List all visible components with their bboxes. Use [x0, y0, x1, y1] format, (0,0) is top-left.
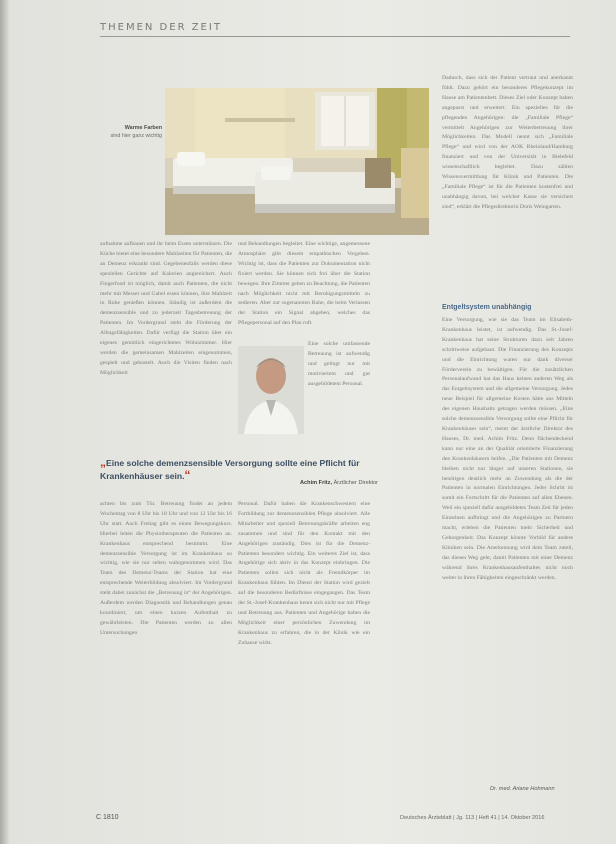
- quote-source: [300, 480, 378, 486]
- paragraph: Dadurch, dass sich der Patient vertraut und anerkannt fühlt. Dazu gehört ein besonderes Pflegekonzept im Hause am Patientenbett. Dieses Ziel oder Konzept haben angepasst und erweitert. Ein spezielles für die pflegenden Angehörigen: die „Familiale Pflege“ vermittelt Angehörigen zur Weiterbetreuung ihrer Möglichkeiten. Das Modell nennt sich „Familiale Pflege“ und wird von der AOK Rheinland/Hamburg finanziert und von der Universität in Bielefeld wissenschaftlich begleitet. Dazu zählen Wissensvermittlung für Klinik und Patienten. Die „Familiale Pflege“ ist für die Patienten kostenfrei und unabhängig davon, bei welcher Kasse sie versichert sind“, erklärt die Pflegedirektorin Doris Weingarten.: [442, 75, 573, 210]
- column-3-bottom: [442, 316, 573, 782]
- paragraph: Eine solche umfassende Betreuung ist aufwendig und gelingt nur mit motiviertem und gut ausgebildetem Personal.: [308, 341, 370, 387]
- photo-caption: [100, 124, 162, 141]
- paragraph: Personal. Dafür haben die Krankenschwestern eine Fortbildung zur demenzsensiblen Pflege absolviert. Alle Mitarbeiter und speziell Betreuungskräfte arbeiten eng zusammen und sind für den Kontakt mit den Angehörigen zuständig. Dies ist für die Demenz-Patienten besonders wichtig. Ein weiteres Ziel ist, dass Angehörige sich aktiv in das Konzept einbringen. Die Patienten sollen sich nicht als Fremdkörper im Krankenhaus fühlen. Im Dienst der Station wird gezielt auf die besonderen Bedürfnisse eingegangen. Das Team der St.-Josef-Krankenhaus kennt sich nicht nur mit Pflege und Betreuung aus. Patienten und Angehörige haben die Möglichkeit einer persönlichen Zuwendung im Krankenhaus zu erfahren, die in der Klinik wie ein Zuhause wirkt.: [238, 501, 370, 646]
- pull-quote: [100, 456, 390, 482]
- paragraph: und Behandlungen begleitet. Eine wichtige, angemessene Atmosphäre gibt diesem empathischen Vorgehen. Wichtig ist, dass die Patienten zur Dokumentation nicht fixiert werden. Sie können sich frei über die Station bewegen. Ihre Zimmer gehen zu Beachtung, die Patienten nach Möglichkeit nicht mit Beruhigungsmitteln zu sedieren. Aber zur sogenannten Ruhe, die beim Verlassen der Station ein Signal abgeben, welches das Pflegepersonal auf den Plan ruft.: [238, 241, 370, 327]
- quote-close-mark: “: [184, 468, 191, 482]
- quote-source-name: Achim Fritz,: [300, 480, 333, 486]
- quote-text: Eine solche demenzsensible Versorgung sollte eine Pflicht für Krankenhäuser sein.: [100, 458, 360, 481]
- author-byline: Dr. med. Ariane Hohmann: [490, 786, 555, 792]
- quote-open-mark: „: [100, 455, 106, 469]
- column-1-bottom: [100, 500, 232, 796]
- paragraph: aufnahme aufbauen und ihr beim Essen unterstützen. Die Küche bietet eine besondere Mahlzeiten für Patienten, die an Demenz erkrankt sind. Gegebenenfalls werden diese speziellen Gerichte auf Kalorien angereichert. Auch Fingerfood ist möglich, damit auch Patienten, die nicht mehr mit Messer und Gabel essen können, ihre Mahlzeit in Ruhe genießen können. Ständig ist außerdem die demenzsensible und zu jederzeit Tagesbetreuung der Patienten. Im Vordergrund steht die Förderung der Alltagsfähigkeiten. Dafür verfügt die Station über ein eigenes gemütlich eingerichtetes Wohnzimmer. Hier werden die gemeinsamen Mahlzeiten eingenommen, gespielt und gebastelt. Auch die Visiten finden nach Möglichkeit: [100, 241, 232, 376]
- journal-citation: Deutsches Ärzteblatt | Jg. 113 | Heft 41 | 14. Oktober 2016: [400, 815, 545, 821]
- page-number: C 1810: [96, 814, 119, 821]
- section-header: THEMEN DER ZEIT: [100, 22, 222, 33]
- column-2-top: [238, 240, 370, 340]
- column-3-top: [442, 74, 573, 300]
- portrait-photo: [238, 346, 304, 434]
- caption-title: Warme Farben: [124, 125, 162, 131]
- column-2-middle: [308, 340, 370, 436]
- column-2-bottom: [238, 500, 370, 796]
- paragraph: achten bis zum Tür. Betreuung findet an jedem Wochentag von 8 Uhr bis 18 Uhr und von 12 Uhr bis 16 Uhr statt. Auch Freitag gibt es einen Bewegungskurs. Hierbei leiten die Physiotherapeuten die Patienten an. Krankenhaus entsprechend bestimmt. Eine demenzsensible Versorgung ist im Krankenhaus so wichtig, wie sie nur selten wahrgenommen wird. Das Team des Demenz-Teams der Station hat eine entsprechende Weiterbildung absolviert. Im Vordergrund steht dabei zunächst die „Betreuung in“ der Angehörigen. Außerdem werden Diagnostik und Behandlungen genau koordiniert, um einen kurzen Aufenthalt zu gewährleisten. Die Patienten werden zu allen Untersuchungen: [100, 501, 232, 636]
- caption-text: sind hier ganz wichtig: [110, 133, 162, 140]
- quote-source-role: Ärztlicher Direktor: [333, 480, 379, 486]
- subheading: Entgeltsystem unabhängig: [442, 304, 532, 311]
- hospital-room-photo: [165, 88, 429, 235]
- header-rule: [100, 36, 570, 37]
- column-1-top: [100, 240, 232, 436]
- paragraph: Eine Versorgung, wie sie das Team im Elisabeth-Krankenhaus leistet, ist aufwendig. Das St.-Josef-Krankenhaus hat seine Strukturen dazu seit Jahren schrittweise aufgebaut. Die Finanzierung des Konzepts und die Einrichtung waren nur dank diverser Förderverein zu bewältigen. Für die zusätzlichen Personalaufwand hat das Haus keinen anderen Weg als das Entgeltsystem und die allgemeine Versorgung. Jedes neue Beispiel für allgemeine Kosten hätte aus Mitteln des eigenen Haushalts getragen werden müssen. „Eine solche demenzsensible Versorgung sollte eine Pflicht für Krankenhäuser sein“, meint der ärztliche Direktor des Hauses, Dr. med. Achim Fritz. Denn flächendeckend kann nur eine an der Qualität orientierte Finanzierung den Krankenhäusern helfen. „Die Patienten mit Demenz bleiben nicht nur länger auf unseren Stationen, sie benötigen deutlich mehr an Zuwendung als die der Patienten in normalen Einrichtungen. Jeder Schritt ist somit ein Fortschritt für die Patienten auf allen Ebenen. Weil ein speziell dafür ausgebildetes Team Zeit für jeden Einzelnen aufbringt und die Angehörigen zu Partnern macht, erleben die Patienten mehr Sicherheit und Geborgenheit. Das Konzept könnte Vorbild für andere Kliniken sein. Die Anerkennung wird dem Team zuteil, das diesen Weg geht, damit Patienten mit einer Demenz während ihres Krankenhausaufenthaltes nicht noch weiter in ihren Fähigkeiten eingeschränkt werden.: [442, 317, 573, 581]
